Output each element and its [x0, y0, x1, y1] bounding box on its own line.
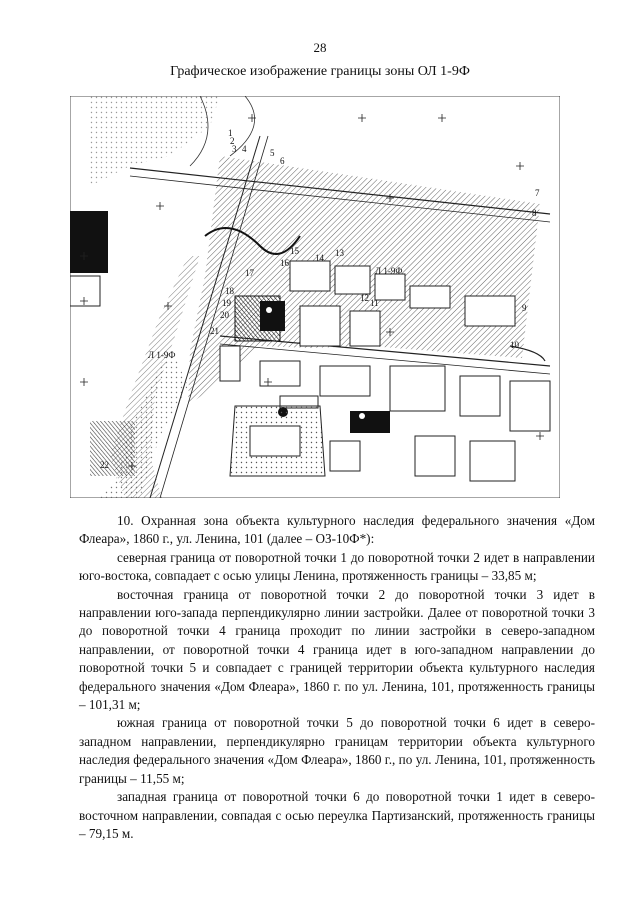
paragraph-west-boundary: западная граница от поворотной точки 6 до поворотной точки 1 идет в северо-восточном направлении, совпадая с осью переулка Партизанский, протяженность границы – 79,15 м.: [79, 789, 595, 841]
paragraph-east-boundary: восточная граница от поворотной точки 2 до поворотной точки 3 идет в направлении юго-запада перпендикулярно линии застройки. Далее от поворотной точки 3 до поворотной точки 4 граница проходит по линии застройки в северо-западном направлении, от поворотной точки 4 граница идет в юго-западном направлении до поворотной точки 5 и совпадает с границей территории объекта культурного наследия федерального значения «Дом Флеара», 1860 г. по ул. Ленина, 101, протяженность границы – 101,31 м;: [79, 586, 595, 713]
point-10: 10: [510, 340, 519, 350]
point-12: 12: [360, 293, 369, 303]
point-9: 9: [522, 303, 527, 313]
point-15: 15: [290, 246, 299, 256]
point-5: 5: [270, 148, 275, 158]
point-2: 2: [230, 136, 235, 146]
point-4: 4: [242, 144, 247, 154]
zone-boundary-map: [70, 96, 560, 498]
point-1: 1: [228, 128, 233, 138]
point-3: 3: [232, 144, 237, 154]
point-19: 19: [222, 298, 231, 308]
point-13: 13: [335, 248, 344, 258]
point-16: 16: [280, 258, 289, 268]
point-14: 14: [315, 253, 324, 263]
point-6: 6: [280, 156, 285, 166]
point-8: 8: [532, 208, 537, 218]
paragraph-south-boundary: южная граница от поворотной точки 5 до поворотной точки 6 идет в северо-западном направлении, перпендикулярно границам территории объекта культурного наследия федерального значения «Дом Флеара», 1860 г., по ул. Ленина, 101, протяженность границы – 11,55 м;: [79, 715, 595, 786]
point-7: 7: [535, 188, 540, 198]
point-22: 22: [100, 460, 109, 470]
zone-label-east: Л 1-9Ф: [375, 266, 403, 276]
point-17: 17: [245, 268, 254, 278]
point-21: 21: [210, 326, 219, 336]
point-11: 11: [370, 298, 379, 308]
point-18: 18: [225, 286, 234, 296]
point-20: 20: [220, 310, 229, 320]
paragraph-north-boundary: северная граница от поворотной точки 1 до поворотной точки 2 идет в направлении юго-востока, совпадает с осью улицы Ленина, протяженность границы – 33,85 м;: [79, 549, 595, 584]
document-body: [79, 512, 595, 843]
zone-label-west: Л 1-9Ф: [148, 350, 176, 360]
paragraph-heading: 10. Охранная зона объекта культурного наследия федерального значения «Дом Флеара», 1860 г., ул. Ленина, 101 (далее – ОЗ-10Ф*):: [79, 513, 595, 547]
page-number: 28: [313, 40, 327, 55]
figure-caption: Графическое изображение границы зоны ОЛ 1-9Ф: [170, 64, 470, 79]
